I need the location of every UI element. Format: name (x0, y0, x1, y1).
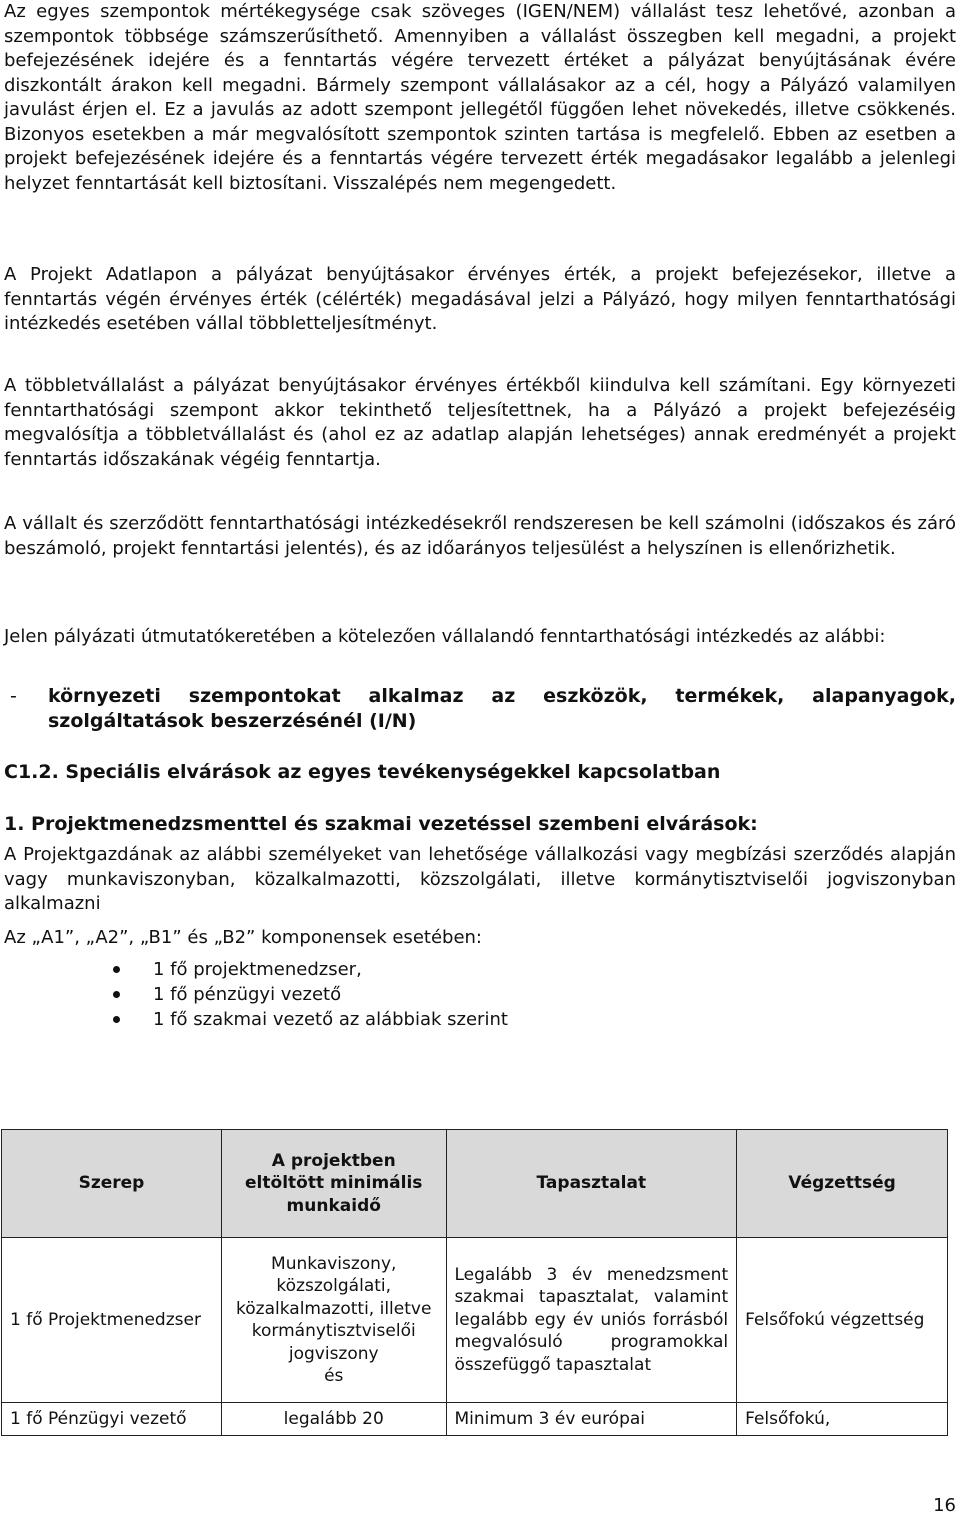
paragraph-mandatory-measure: Jelen pályázati útmutatókeretében a kötelezően vállalandó fenntarthatósági intézkedés az alábbi: (4, 626, 886, 647)
mandatory-measure-text: környezeti szempontokat alkalmaz az eszközök, termékek, alapanyagok, szolgáltatások beszerzésénél (I/N) (48, 685, 956, 732)
paragraph-project-datasheet: A Projekt Adatlapon a pályázat benyújtásakor érvényes érték, a projekt befejezésekor, illetve a fenntartás végén érvényes érték (célérték) megadásával jelzi a Pályázó, hogy milyen fenntarthatósági intézkedés esetében vállal többletteljesítményt. (4, 264, 956, 334)
header-min-worktime: A projektben eltöltött minimális munkaidő (221, 1130, 446, 1238)
paragraph-personnel: A Projektgazdának az alábbi személyeket van lehetősége vállalkozási vagy megbízási szerződés alapján vagy munkaviszonyban, közalkalmazotti, közszolgálati, illetve kormánytisztviselői jogviszonyban alkalmazni (4, 844, 956, 914)
subsection-heading-project-management: 1. Projektmenedzsmenttel és szakmai vezetéssel szembeni elvárások: (4, 813, 758, 835)
bullet-icon (113, 991, 120, 998)
header-experience: Tapasztalat (446, 1130, 737, 1238)
cell-education: Felsőfokú végzettség (737, 1238, 948, 1403)
dash-marker: - (10, 685, 17, 707)
paragraph-components: Az „A1”, „A2”, „B1” és „B2” komponensek esetében: (4, 927, 482, 948)
cell-worktime (221, 1238, 446, 1403)
bullet-icon (113, 1016, 120, 1023)
header-role: Szerep (2, 1130, 222, 1238)
table-row (2, 1403, 948, 1436)
paragraph-reporting: A vállalt és szerződött fenntarthatósági intézkedésekről rendszeresen be kell számolni (időszakos és záró beszámoló, projekt fenntartási jelentés), és az időarányos teljesülést a helyszínen is ellenőrizhetik. (4, 513, 956, 559)
cell-education: Felsőfokú, (737, 1403, 948, 1436)
table-row (2, 1238, 948, 1403)
list-item: 1 fő projektmenedzser, (4, 957, 956, 982)
bullet-icon (113, 966, 120, 973)
cell-role: 1 fő Projektmenedzser (2, 1238, 222, 1403)
list-item: 1 fő szakmai vezető az alábbiak szerint (4, 1007, 956, 1032)
cell-worktime: legalább 20 (221, 1403, 446, 1436)
requirements-table (1, 1129, 948, 1436)
header-education: Végzettség (737, 1130, 948, 1238)
paragraph-extra-commitment: A többletvállalást a pályázat benyújtásakor érvényes értékből kiindulva kell számítani. Egy környezeti fenntarthatósági szempont akkor tekinthető teljesítettnek, ha a Pályázó a projekt befejezéséig megvalósítja a többletvállalást és (ahol ez az adatlap alapján lehetséges) annak eredményét a projekt fenntartás időszakának végéig fenntartja. (4, 375, 956, 470)
cell-experience: Minimum 3 év európai (446, 1403, 737, 1436)
worktime-text: Munkaviszony, közszolgálati, közalkalmazotti, illetve kormánytisztviselői jogviszony (236, 1253, 432, 1364)
personnel-list (4, 957, 956, 1032)
paragraph-measurement-units: Az egyes szempontok mértékegysége csak szöveges (IGEN/NEM) vállalást tesz lehetővé, azonban a szempontok többsége számszerűsíthető. Amennyiben a vállalást összegben kell megadni, a projekt befejezésének idejére és a fenntartás végére tervezett értéket a pályázat benyújtásának évére diszkontált árakon kell megadni. Bármely szempont vállalásakor az a cél, hogy a Pályázó valamilyen javulást érjen el. Ez a javulás az adott szempont jellegétől függően lehet növekedés, illetve csökkenés. Bizonyos esetekben a már megvalósított szempontok szinten tartása is megfelelő. Ebben az esetben a projekt befejezésének idejére és a fenntartás végére tervezett érték megadásakor legalább a jelenlegi helyzet fenntartását kell biztosítani. Visszalépés nem megengedett. (4, 1, 956, 194)
cell-experience: Legalább 3 év menedzsment szakmai tapasztalat, valamint legalább egy év uniós forrásból megvalósuló programokkal összefüggő tapasztalat (446, 1238, 737, 1403)
cell-role: 1 fő Pénzügyi vezető (2, 1403, 222, 1436)
page-number: 16 (933, 1495, 956, 1516)
list-item: 1 fő pénzügyi vezető (4, 982, 956, 1007)
mandatory-measure-item (4, 684, 956, 734)
worktime-and: és (324, 1366, 344, 1386)
table-header-row (2, 1130, 948, 1238)
section-heading-c1-2: C1.2. Speciális elvárások az egyes tevékenységekkel kapcsolatban (4, 761, 721, 783)
